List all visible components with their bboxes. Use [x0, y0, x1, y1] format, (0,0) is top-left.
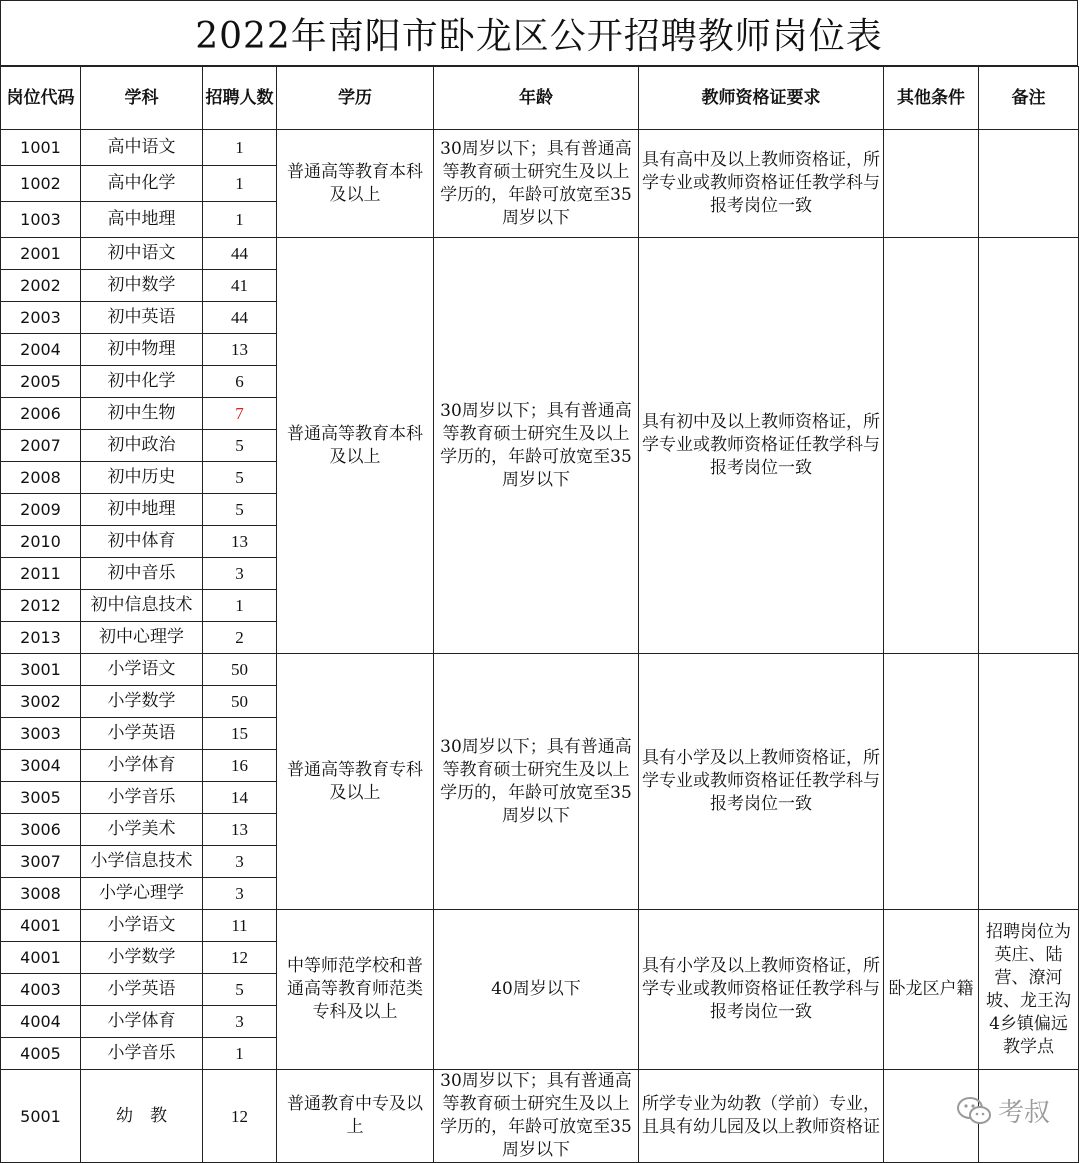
watermark-text: 考叔: [997, 1098, 1050, 1128]
cell-code: 1001: [1, 130, 81, 166]
cell-count: 50: [203, 686, 277, 718]
cell-count: 5: [203, 462, 277, 494]
cell-code: 3003: [1, 718, 81, 750]
cell-education: 中等师范学校和普通高等教育师范类专科及以上: [277, 910, 434, 1070]
cell-subject: 初中音乐: [81, 558, 203, 590]
cell-count: 50: [203, 654, 277, 686]
cell-code: 2002: [1, 270, 81, 302]
cell-subject: 初中生物: [81, 398, 203, 430]
cell-code: 2008: [1, 462, 81, 494]
cell-cert: 具有初中及以上教师资格证，所学专业或教师资格证任教学科与报考岗位一致: [639, 238, 884, 654]
cell-count: 41: [203, 270, 277, 302]
cell-subject: 初中政治: [81, 430, 203, 462]
cell-age: 30周岁以下；具有普通高等教育硕士研究生及以上学历的，年龄可放宽至35周岁以下: [434, 654, 639, 910]
cell-code: 4003: [1, 974, 81, 1006]
cell-code: 2007: [1, 430, 81, 462]
cell-count: 14: [203, 782, 277, 814]
cell-subject: 小学语文: [81, 654, 203, 686]
cell-code: 4001: [1, 942, 81, 974]
cell-subject: 高中化学: [81, 166, 203, 202]
cell-code: 2004: [1, 334, 81, 366]
cell-subject: 高中地理: [81, 202, 203, 238]
cell-count: 12: [203, 1070, 277, 1163]
cell-code: 3005: [1, 782, 81, 814]
table-row: [1, 130, 1079, 166]
cell-count-highlight: 7: [203, 398, 277, 430]
header-code: 岗位代码: [1, 67, 81, 130]
cell-count: 3: [203, 846, 277, 878]
cell-count: 44: [203, 302, 277, 334]
cell-remark: [979, 238, 1079, 654]
header-cert: 教师资格证要求: [639, 67, 884, 130]
cell-code: 3008: [1, 878, 81, 910]
cell-subject: 初中体育: [81, 526, 203, 558]
cell-count: 1: [203, 166, 277, 202]
cell-count: 11: [203, 910, 277, 942]
cell-education: 普通高等教育本科及以上: [277, 130, 434, 238]
cell-other: [884, 238, 979, 654]
cell-code: 2010: [1, 526, 81, 558]
cell-code: 3002: [1, 686, 81, 718]
header-other: 其他条件: [884, 67, 979, 130]
cell-cert: 具有小学及以上教师资格证，所学专业或教师资格证任教学科与报考岗位一致: [639, 910, 884, 1070]
cell-count: 5: [203, 494, 277, 526]
wechat-icon: [956, 1096, 992, 1126]
cell-count: 15: [203, 718, 277, 750]
cell-code: 3001: [1, 654, 81, 686]
cell-code: 2013: [1, 622, 81, 654]
cell-count: 13: [203, 814, 277, 846]
cell-code: 2012: [1, 590, 81, 622]
cell-code: 4004: [1, 1006, 81, 1038]
page-title: 2022年南阳市卧龙区公开招聘教师岗位表: [0, 0, 1078, 66]
cell-subject: 初中物理: [81, 334, 203, 366]
cell-other: [884, 130, 979, 238]
header-remark: 备注: [979, 67, 1079, 130]
cell-subject: 小学数学: [81, 686, 203, 718]
cell-subject: 初中心理学: [81, 622, 203, 654]
cell-subject: 初中地理: [81, 494, 203, 526]
cell-subject: 高中语文: [81, 130, 203, 166]
cell-count: 1: [203, 1038, 277, 1070]
cell-age: 40周岁以下: [434, 910, 639, 1070]
cell-subject: 小学英语: [81, 718, 203, 750]
cell-subject: 小学语文: [81, 910, 203, 942]
cell-count: 13: [203, 526, 277, 558]
cell-count: 2: [203, 622, 277, 654]
cell-subject: 初中数学: [81, 270, 203, 302]
cell-remark: [979, 654, 1079, 910]
cell-subject: 初中历史: [81, 462, 203, 494]
cell-count: 12: [203, 942, 277, 974]
cell-cert: 所学专业为幼教（学前）专业，且具有幼儿园及以上教师资格证: [639, 1070, 884, 1163]
cell-education: 普通教育中专及以上: [277, 1070, 434, 1163]
cell-subject: 初中信息技术: [81, 590, 203, 622]
cell-subject: 小学心理学: [81, 878, 203, 910]
recruitment-table: [0, 66, 1079, 1163]
header-row: [1, 67, 1079, 130]
cell-count: 1: [203, 590, 277, 622]
cell-code: 5001: [1, 1070, 81, 1163]
cell-code: 2006: [1, 398, 81, 430]
cell-count: 44: [203, 238, 277, 270]
cell-code: 1002: [1, 166, 81, 202]
cell-subject: 小学数学: [81, 942, 203, 974]
cell-education: 普通高等教育本科及以上: [277, 238, 434, 654]
cell-subject: 小学体育: [81, 1006, 203, 1038]
cell-count: 1: [203, 202, 277, 238]
cell-age: 30周岁以下；具有普通高等教育硕士研究生及以上学历的，年龄可放宽至35周岁以下: [434, 130, 639, 238]
cell-subject: 幼 教: [81, 1070, 203, 1163]
table-row: [1, 910, 1079, 942]
cell-count: 13: [203, 334, 277, 366]
cell-count: 3: [203, 1006, 277, 1038]
header-education: 学历: [277, 67, 434, 130]
cell-subject: 初中英语: [81, 302, 203, 334]
cell-subject: 小学体育: [81, 750, 203, 782]
cell-age: 30周岁以下；具有普通高等教育硕士研究生及以上学历的，年龄可放宽至35周岁以下: [434, 238, 639, 654]
cell-subject: 小学美术: [81, 814, 203, 846]
header-count: 招聘人数: [203, 67, 277, 130]
cell-subject: 小学音乐: [81, 1038, 203, 1070]
cell-count: 5: [203, 430, 277, 462]
cell-other: 卧龙区户籍: [884, 910, 979, 1070]
table-row: [1, 238, 1079, 270]
cell-other: [884, 654, 979, 910]
cell-subject: 初中化学: [81, 366, 203, 398]
header-subject: 学科: [81, 67, 203, 130]
cell-cert: 具有高中及以上教师资格证，所学专业或教师资格证任教学科与报考岗位一致: [639, 130, 884, 238]
cell-code: 2009: [1, 494, 81, 526]
cell-code: 4001: [1, 910, 81, 942]
cell-subject: 小学信息技术: [81, 846, 203, 878]
table-row: [1, 1070, 1079, 1163]
cell-code: 4005: [1, 1038, 81, 1070]
cell-education: 普通高等教育专科及以上: [277, 654, 434, 910]
cell-cert: 具有小学及以上教师资格证，所学专业或教师资格证任教学科与报考岗位一致: [639, 654, 884, 910]
header-age: 年龄: [434, 67, 639, 130]
cell-code: 2001: [1, 238, 81, 270]
table-row: [1, 654, 1079, 686]
cell-count: 6: [203, 366, 277, 398]
cell-count: 16: [203, 750, 277, 782]
cell-code: 2005: [1, 366, 81, 398]
cell-code: 2003: [1, 302, 81, 334]
cell-age: 30周岁以下；具有普通高等教育硕士研究生及以上学历的，年龄可放宽至35周岁以下: [434, 1070, 639, 1163]
cell-subject: 小学英语: [81, 974, 203, 1006]
cell-remark: [979, 130, 1079, 238]
cell-remark: 招聘岗位为英庄、陆营、潦河坡、龙王沟4乡镇偏远教学点: [979, 910, 1079, 1070]
cell-code: 1003: [1, 202, 81, 238]
cell-code: 2011: [1, 558, 81, 590]
cell-subject: 初中语文: [81, 238, 203, 270]
cell-count: 5: [203, 974, 277, 1006]
cell-count: 3: [203, 878, 277, 910]
watermark: [956, 1092, 1050, 1129]
cell-subject: 小学音乐: [81, 782, 203, 814]
cell-count: 1: [203, 130, 277, 166]
cell-code: 3006: [1, 814, 81, 846]
cell-code: 3004: [1, 750, 81, 782]
cell-count: 3: [203, 558, 277, 590]
cell-code: 3007: [1, 846, 81, 878]
